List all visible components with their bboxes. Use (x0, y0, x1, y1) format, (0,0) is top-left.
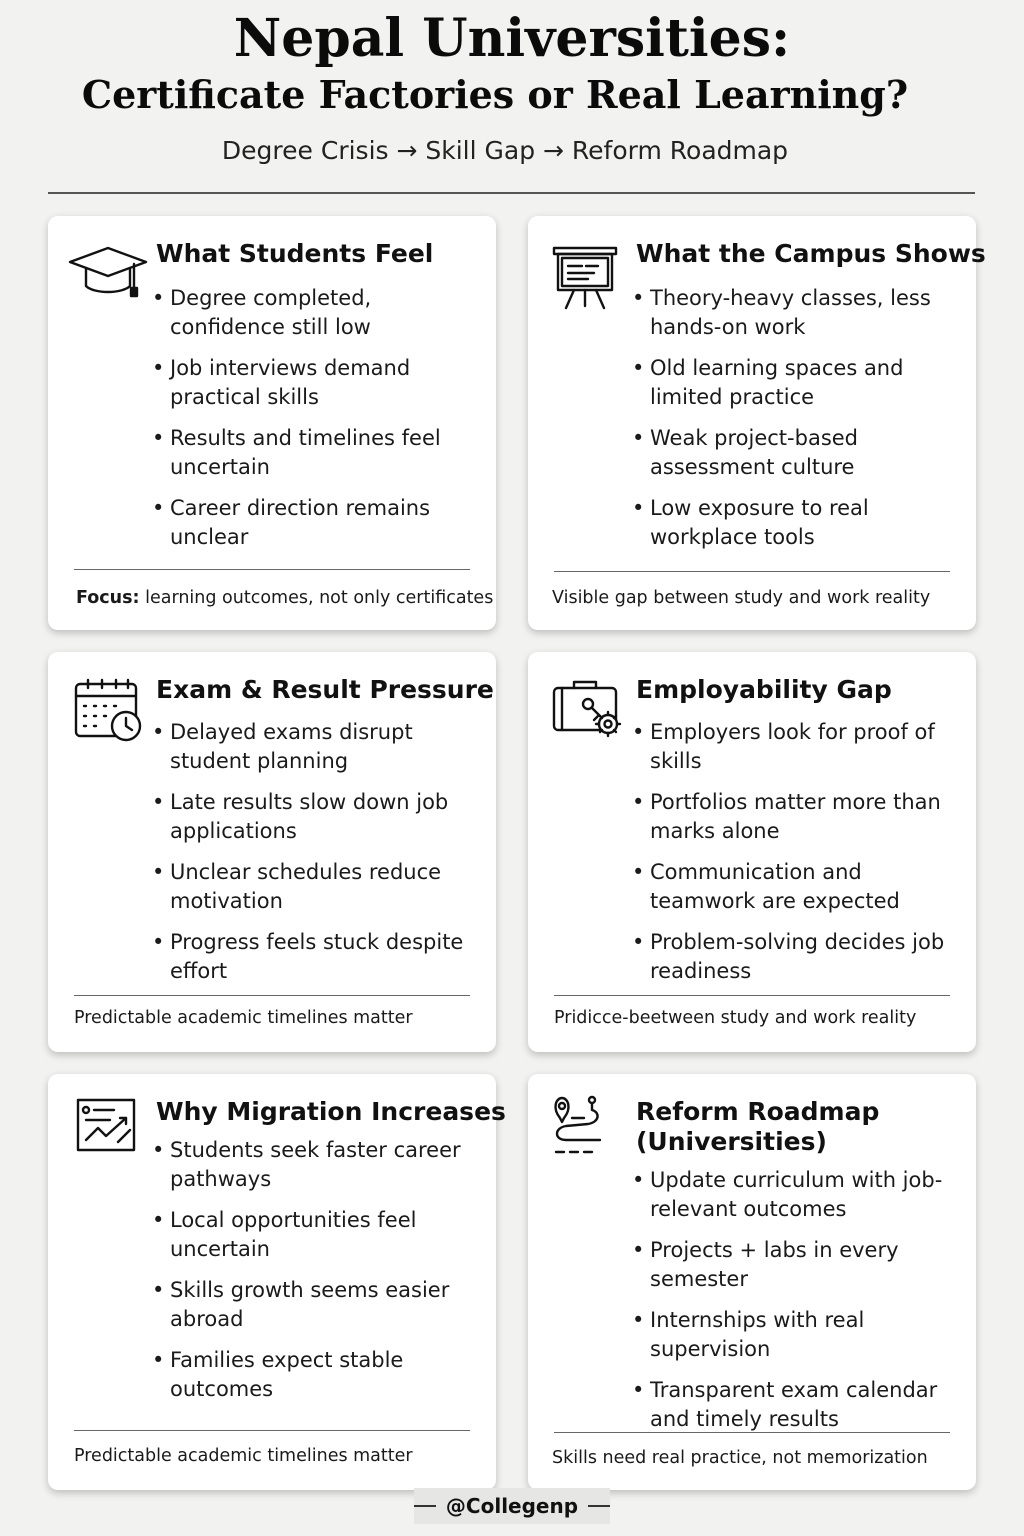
list-item: • Families expect stable outcomes (152, 1346, 486, 1404)
list-item: • Career direction remains unclear (152, 494, 486, 552)
list-item: • Degree completed, confidence still low (152, 284, 486, 342)
document-chart-icon (68, 1092, 150, 1162)
list-item: • Progress feels stuck despite effort (152, 928, 486, 986)
page-title-line2: Certificate Factories or Real Learning? (81, 72, 909, 117)
presentation-board-icon (548, 242, 630, 312)
list-item: • Delayed exams disrupt student planning (152, 718, 486, 776)
list-item: • Results and timelines feel uncertain (152, 424, 486, 482)
footer-label: Focus: (76, 588, 140, 608)
calendar-clock-icon (68, 676, 150, 746)
page-title-line1: Nepal Universities: (233, 8, 791, 69)
card-footer: Visible gap between study and work reality (552, 588, 931, 608)
list-item: • Projects + labs in every semester (632, 1236, 966, 1294)
list-item: • Local opportunities feel uncertain (152, 1206, 486, 1264)
list-item: • Theory-heavy classes, less hands-on work (632, 284, 966, 342)
footer-text: learning outcomes, not only certificates (145, 588, 494, 608)
list-item: • Update curriculum with job-relevant outcomes (632, 1166, 966, 1224)
list-item: • Old learning spaces and limited practice (632, 354, 966, 412)
list-item: • Low exposure to real workplace tools (632, 494, 966, 552)
card-employability-gap (528, 652, 976, 1052)
list-item: • Students seek faster career pathways (152, 1136, 486, 1194)
card-what-campus-shows (528, 216, 986, 630)
card-divider (554, 995, 950, 996)
card-divider (554, 1432, 950, 1433)
list-item: • Communication and teamwork are expected (632, 858, 966, 916)
watermark (414, 1488, 610, 1524)
card-reform-roadmap (528, 1074, 976, 1490)
card-footer: Skills need real practice, not memorization (552, 1448, 928, 1468)
card-divider (554, 571, 950, 572)
card-title: Reform Roadmap (636, 1097, 880, 1126)
list-item: • Skills growth seems easier abroad (152, 1276, 486, 1334)
list-item: • Job interviews demand practical skills (152, 354, 486, 412)
card-footer: Predictable academic timelines matter (74, 1446, 413, 1466)
list-item: • Employers look for proof of skills (632, 718, 966, 776)
header-divider (48, 192, 975, 194)
list-item: • Portfolios matter more than marks alone (632, 788, 966, 846)
card-divider (74, 1430, 470, 1431)
card-footer (76, 586, 494, 610)
card-footer: Pridicce-beetween study and work reality (554, 1008, 917, 1028)
card-title-line2: (Universities) (636, 1127, 827, 1156)
roadmap-pin-icon (548, 1092, 630, 1162)
watermark-dash-left (414, 1505, 436, 1507)
card-title: Employability Gap (636, 675, 892, 704)
card-footer: Predictable academic timelines matter (74, 1008, 413, 1028)
list-item: • Weak project-based assessment culture (632, 424, 966, 482)
card-title: What the Campus Shows (636, 239, 986, 268)
list-item: • Unclear schedules reduce motivation (152, 858, 486, 916)
watermark-dash-right (588, 1505, 610, 1507)
list-item: • Internships with real supervision (632, 1306, 966, 1364)
list-item: • Problem-solving decides job readiness (632, 928, 966, 986)
card-what-students-feel (48, 216, 496, 630)
card-title: Why Migration Increases (156, 1097, 506, 1126)
card-why-migration-increases (48, 1074, 506, 1490)
graduation-cap-icon (68, 242, 150, 312)
card-divider (74, 569, 470, 570)
page-subtitle: Degree Crisis → Skill Gap → Reform Roadmap (221, 136, 789, 165)
list-item: • Late results slow down job applications (152, 788, 486, 846)
card-divider (74, 995, 470, 996)
list-item: • Transparent exam calendar and timely results (632, 1376, 966, 1434)
watermark-text: @Collegenp (445, 1494, 579, 1518)
card-title: What Students Feel (156, 239, 434, 268)
card-title: Exam & Result Pressure (156, 675, 494, 704)
card-exam-result-pressure (48, 652, 496, 1052)
briefcase-gear-icon (548, 676, 630, 746)
